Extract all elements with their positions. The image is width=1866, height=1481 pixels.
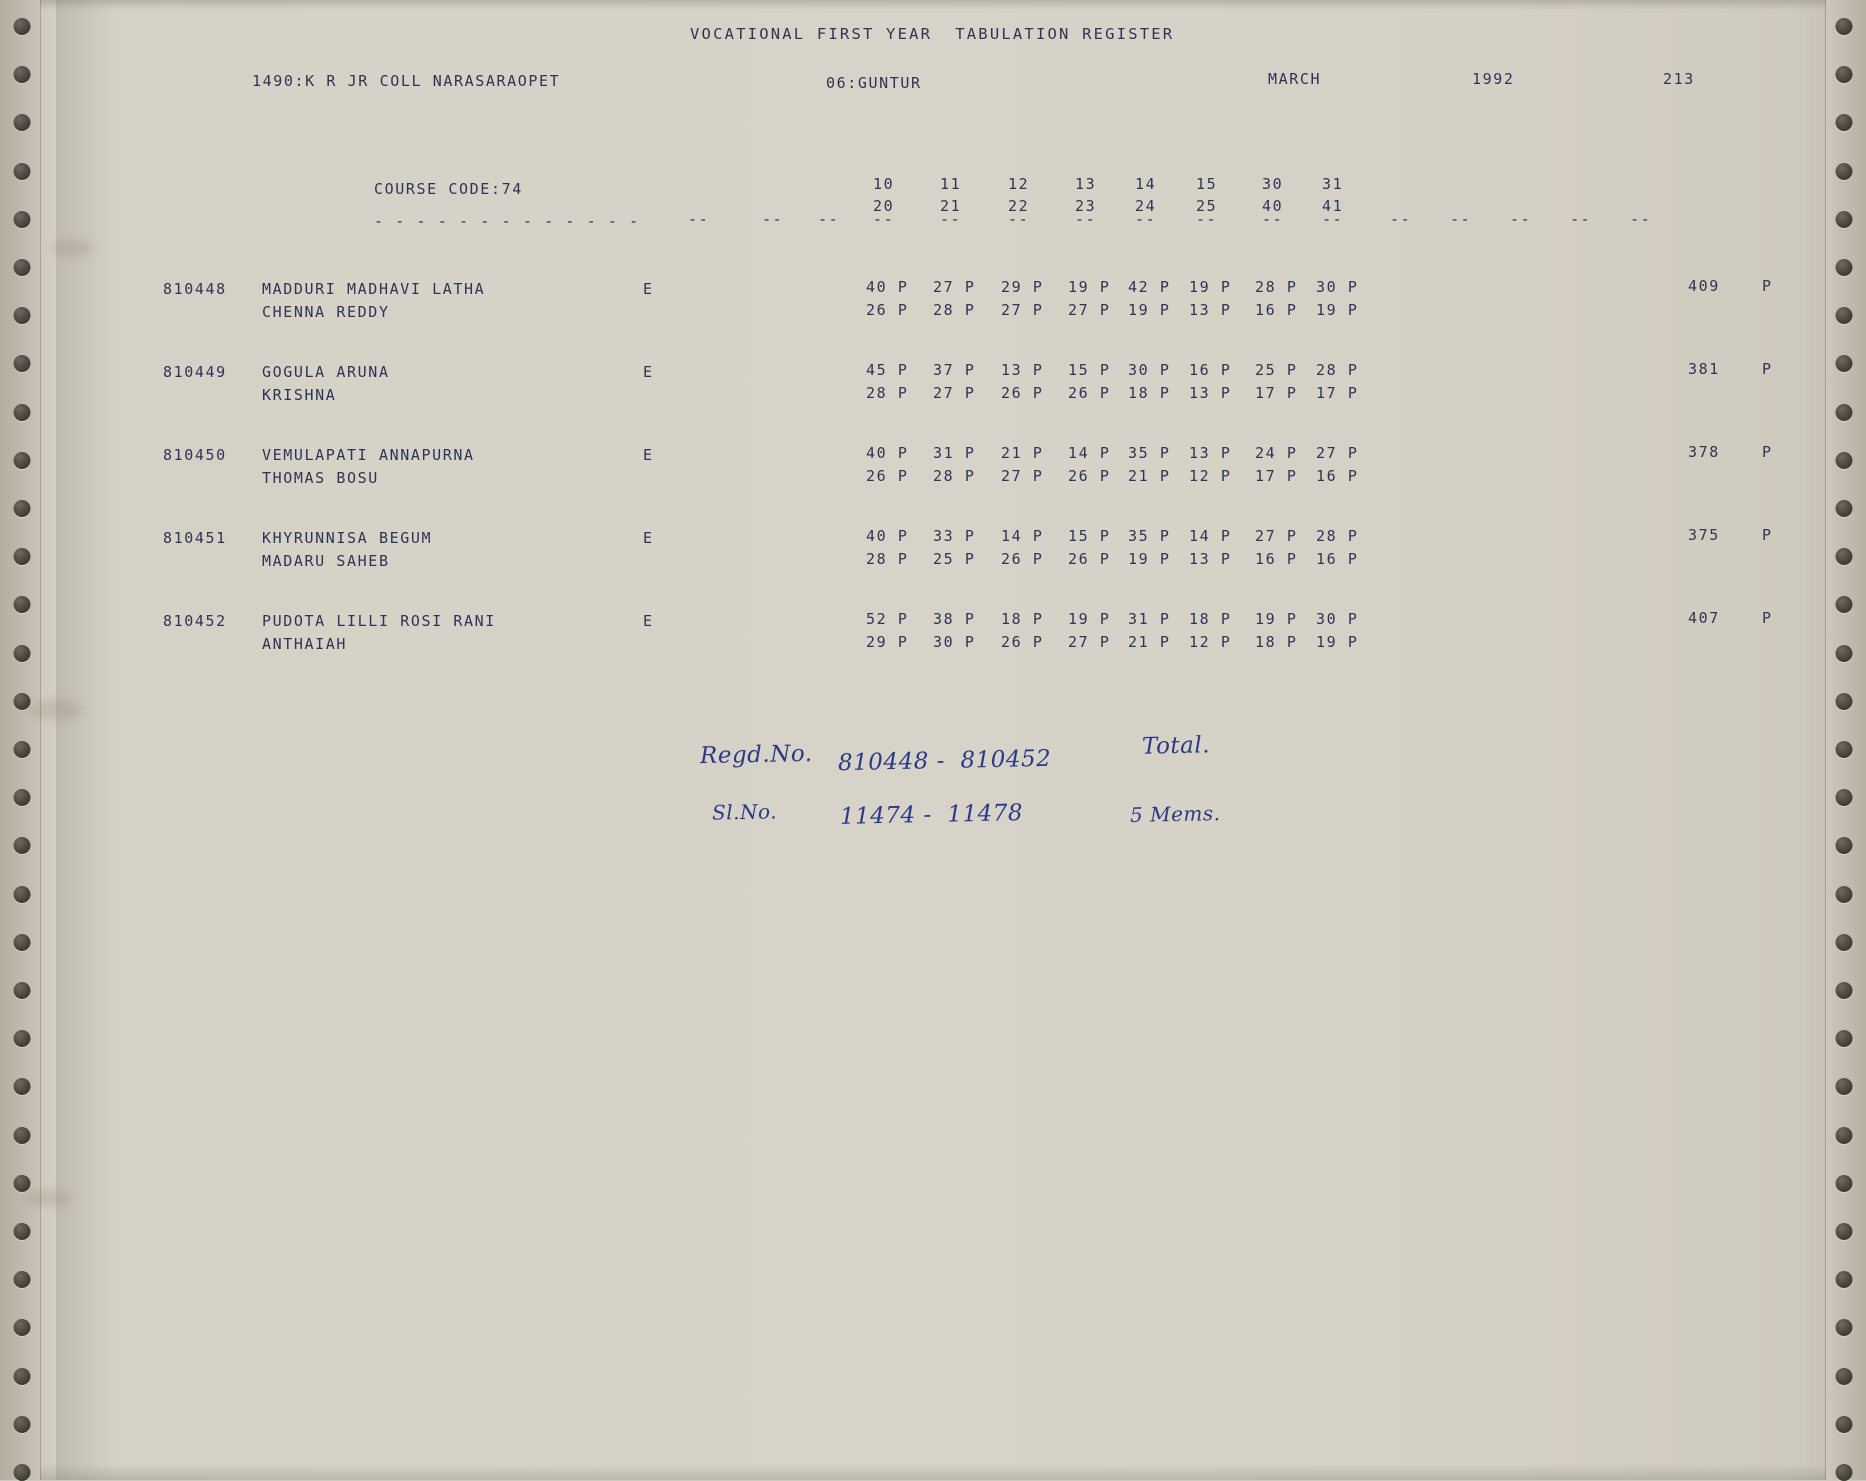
subject-mark: 38 P bbox=[933, 610, 976, 628]
feed-hole bbox=[14, 982, 31, 999]
feed-hole bbox=[1836, 645, 1853, 662]
subject-mark: 26 P bbox=[866, 301, 909, 319]
student-regno: 810449 bbox=[163, 363, 227, 381]
subject-mark: 30 P bbox=[1128, 361, 1171, 379]
subject-mark: 30 P bbox=[1316, 610, 1359, 628]
total-marks: 381 bbox=[1688, 360, 1720, 378]
result-flag: P bbox=[1762, 277, 1773, 295]
feed-hole bbox=[14, 404, 31, 421]
medium-code: E bbox=[643, 280, 654, 298]
bottom-edge-shadow bbox=[40, 1464, 1826, 1480]
subject-mark: 13 P bbox=[1189, 301, 1232, 319]
exam-month: MARCH bbox=[1268, 70, 1321, 88]
subject-mark: 27 P bbox=[1255, 527, 1298, 545]
handwritten-count-note: 5 Mems. bbox=[1130, 801, 1221, 827]
subject-mark: 25 P bbox=[933, 550, 976, 568]
subject-mark: 35 P bbox=[1128, 444, 1171, 462]
feed-hole bbox=[14, 163, 31, 180]
subject-code: 25 bbox=[1196, 197, 1217, 215]
subject-code: 30 bbox=[1262, 175, 1283, 193]
feed-hole bbox=[1836, 355, 1853, 372]
subject-mark: 16 P bbox=[1316, 550, 1359, 568]
column-dash: -- bbox=[1196, 210, 1217, 228]
perforation-line-right bbox=[1825, 0, 1826, 1480]
subject-mark: 18 P bbox=[1128, 384, 1171, 402]
total-marks: 407 bbox=[1688, 609, 1720, 627]
feed-hole bbox=[14, 1127, 31, 1144]
subject-mark: 40 P bbox=[866, 527, 909, 545]
father-name: MADARU SAHEB bbox=[262, 552, 390, 570]
result-flag: P bbox=[1762, 609, 1773, 627]
feed-hole bbox=[14, 1223, 31, 1240]
subject-mark: 27 P bbox=[1001, 301, 1044, 319]
feed-hole bbox=[14, 500, 31, 517]
student-regno: 810451 bbox=[163, 529, 227, 547]
total-marks: 378 bbox=[1688, 443, 1720, 461]
student-name: VEMULAPATI ANNAPURNA bbox=[262, 446, 475, 464]
subject-mark: 26 P bbox=[1001, 384, 1044, 402]
subject-mark: 35 P bbox=[1128, 527, 1171, 545]
feed-hole bbox=[14, 211, 31, 228]
subject-mark: 28 P bbox=[866, 550, 909, 568]
feed-hole bbox=[1836, 500, 1853, 517]
subject-mark: 42 P bbox=[1128, 278, 1171, 296]
college-name: 1490:K R JR COLL NARASARAOPET bbox=[252, 72, 560, 90]
student-name: GOGULA ARUNA bbox=[262, 363, 390, 381]
subject-mark: 31 P bbox=[933, 444, 976, 462]
feed-hole bbox=[14, 934, 31, 951]
feed-hole bbox=[14, 307, 31, 324]
subject-code: 24 bbox=[1135, 197, 1156, 215]
subject-mark: 26 P bbox=[1068, 467, 1111, 485]
feed-hole bbox=[1836, 837, 1853, 854]
subject-mark: 16 P bbox=[1189, 361, 1232, 379]
subject-code: 12 bbox=[1008, 175, 1029, 193]
course-code-underline: - - - - - - - - - - - - - bbox=[374, 212, 640, 230]
subject-mark: 37 P bbox=[933, 361, 976, 379]
subject-mark: 13 P bbox=[1001, 361, 1044, 379]
father-name: THOMAS BOSU bbox=[262, 469, 379, 487]
subject-mark: 33 P bbox=[933, 527, 976, 545]
handwritten-regno-range: 810448 - 810452 bbox=[838, 746, 1052, 776]
page-title: VOCATIONAL FIRST YEAR TABULATION REGISTER bbox=[690, 25, 1174, 43]
paper-fold-shading bbox=[56, 0, 116, 1480]
feed-hole bbox=[1836, 1223, 1853, 1240]
feed-hole bbox=[14, 1271, 31, 1288]
feed-hole bbox=[1836, 307, 1853, 324]
subject-mark: 15 P bbox=[1068, 361, 1111, 379]
exam-year: 1992 bbox=[1472, 70, 1515, 88]
feed-hole bbox=[1836, 741, 1853, 758]
paper-smudge bbox=[52, 240, 92, 256]
feed-hole bbox=[1836, 163, 1853, 180]
subject-mark: 19 P bbox=[1255, 610, 1298, 628]
subject-mark: 13 P bbox=[1189, 444, 1232, 462]
subject-mark: 30 P bbox=[933, 633, 976, 651]
subject-mark: 26 P bbox=[1068, 550, 1111, 568]
column-dash: -- bbox=[1262, 210, 1283, 228]
subject-mark: 12 P bbox=[1189, 467, 1232, 485]
feed-hole bbox=[14, 452, 31, 469]
feed-hole bbox=[14, 1030, 31, 1047]
feed-hole bbox=[14, 886, 31, 903]
column-dash: -- bbox=[1008, 210, 1029, 228]
student-regno: 810452 bbox=[163, 612, 227, 630]
feed-hole bbox=[1836, 452, 1853, 469]
handwritten-slno-label: Sl.No. bbox=[712, 799, 778, 824]
subject-mark: 52 P bbox=[866, 610, 909, 628]
subject-mark: 19 P bbox=[1316, 301, 1359, 319]
father-name: CHENNA REDDY bbox=[262, 303, 390, 321]
subject-mark: 16 P bbox=[1255, 550, 1298, 568]
column-dash: -- bbox=[1322, 210, 1343, 228]
column-dash: -- bbox=[1570, 210, 1591, 228]
subject-mark: 17 P bbox=[1255, 467, 1298, 485]
paper-smudge bbox=[24, 1190, 70, 1206]
top-edge-shadow bbox=[40, 0, 1826, 10]
feed-hole bbox=[1836, 693, 1853, 710]
subject-mark: 26 P bbox=[1001, 550, 1044, 568]
subject-mark: 26 P bbox=[866, 467, 909, 485]
subject-mark: 19 P bbox=[1068, 278, 1111, 296]
course-code-label: COURSE CODE:74 bbox=[374, 180, 523, 198]
subject-mark: 19 P bbox=[1128, 301, 1171, 319]
column-dash: -- bbox=[762, 210, 783, 228]
subject-mark: 19 P bbox=[1068, 610, 1111, 628]
subject-mark: 45 P bbox=[866, 361, 909, 379]
subject-mark: 29 P bbox=[866, 633, 909, 651]
feed-hole bbox=[14, 66, 31, 83]
subject-mark: 27 P bbox=[933, 384, 976, 402]
column-dash: -- bbox=[1630, 210, 1651, 228]
page-number: 213 bbox=[1663, 70, 1695, 88]
subject-mark: 13 P bbox=[1189, 550, 1232, 568]
subject-code: 40 bbox=[1262, 197, 1283, 215]
subject-mark: 27 P bbox=[1068, 633, 1111, 651]
subject-mark: 17 P bbox=[1316, 384, 1359, 402]
student-regno: 810448 bbox=[163, 280, 227, 298]
subject-code: 20 bbox=[873, 197, 894, 215]
feed-hole bbox=[1836, 66, 1853, 83]
subject-code: 21 bbox=[940, 197, 961, 215]
medium-code: E bbox=[643, 529, 654, 547]
subject-mark: 21 P bbox=[1001, 444, 1044, 462]
medium-code: E bbox=[643, 363, 654, 381]
feed-hole bbox=[14, 1368, 31, 1385]
subject-mark: 14 P bbox=[1189, 527, 1232, 545]
subject-mark: 27 P bbox=[933, 278, 976, 296]
subject-mark: 28 P bbox=[1316, 527, 1359, 545]
father-name: KRISHNA bbox=[262, 386, 336, 404]
subject-mark: 21 P bbox=[1128, 467, 1171, 485]
subject-mark: 14 P bbox=[1001, 527, 1044, 545]
feed-hole bbox=[1836, 1271, 1853, 1288]
subject-mark: 30 P bbox=[1316, 278, 1359, 296]
feed-hole bbox=[1836, 1127, 1853, 1144]
subject-mark: 12 P bbox=[1189, 633, 1232, 651]
feed-hole bbox=[1836, 211, 1853, 228]
subject-code: 31 bbox=[1322, 175, 1343, 193]
tractor-feed-strip-left bbox=[0, 0, 40, 1480]
father-name: ANTHAIAH bbox=[262, 635, 347, 653]
subject-mark: 40 P bbox=[866, 278, 909, 296]
feed-hole bbox=[14, 693, 31, 710]
feed-hole bbox=[1836, 1078, 1853, 1095]
feed-hole bbox=[1836, 404, 1853, 421]
subject-mark: 26 P bbox=[1068, 384, 1111, 402]
subject-mark: 19 P bbox=[1189, 278, 1232, 296]
subject-mark: 29 P bbox=[1001, 278, 1044, 296]
subject-mark: 25 P bbox=[1255, 361, 1298, 379]
column-dash: -- bbox=[688, 210, 709, 228]
feed-hole bbox=[1836, 1319, 1853, 1336]
result-flag: P bbox=[1762, 443, 1773, 461]
subject-mark: 19 P bbox=[1316, 633, 1359, 651]
column-dash: -- bbox=[1390, 210, 1411, 228]
subject-code: 23 bbox=[1075, 197, 1096, 215]
feed-hole bbox=[1836, 1416, 1853, 1433]
handwritten-slno-range: 11474 - 11478 bbox=[840, 800, 1024, 830]
column-dash: -- bbox=[1075, 210, 1096, 228]
paper-smudge bbox=[30, 700, 82, 720]
subject-mark: 18 P bbox=[1255, 633, 1298, 651]
subject-mark: 16 P bbox=[1255, 301, 1298, 319]
subject-mark: 28 P bbox=[933, 467, 976, 485]
feed-hole bbox=[14, 1078, 31, 1095]
handwritten-total-label: Total. bbox=[1142, 732, 1211, 759]
subject-mark: 14 P bbox=[1068, 444, 1111, 462]
feed-hole bbox=[1836, 1030, 1853, 1047]
subject-code: 14 bbox=[1135, 175, 1156, 193]
column-dash: -- bbox=[940, 210, 961, 228]
subject-mark: 28 P bbox=[866, 384, 909, 402]
subject-mark: 31 P bbox=[1128, 610, 1171, 628]
feed-hole bbox=[14, 837, 31, 854]
student-regno: 810450 bbox=[163, 446, 227, 464]
subject-mark: 18 P bbox=[1189, 610, 1232, 628]
feed-hole bbox=[1836, 18, 1853, 35]
subject-mark: 19 P bbox=[1128, 550, 1171, 568]
column-dash: -- bbox=[873, 210, 894, 228]
feed-hole bbox=[14, 259, 31, 276]
feed-hole bbox=[14, 789, 31, 806]
subject-mark: 15 P bbox=[1068, 527, 1111, 545]
feed-hole bbox=[14, 1175, 31, 1192]
feed-hole bbox=[1836, 982, 1853, 999]
medium-code: E bbox=[643, 612, 654, 630]
feed-hole bbox=[14, 1464, 31, 1481]
subject-mark: 13 P bbox=[1189, 384, 1232, 402]
feed-hole bbox=[14, 741, 31, 758]
feed-hole bbox=[14, 114, 31, 131]
subject-mark: 27 P bbox=[1068, 301, 1111, 319]
subject-mark: 24 P bbox=[1255, 444, 1298, 462]
subject-mark: 28 P bbox=[933, 301, 976, 319]
subject-code: 11 bbox=[940, 175, 961, 193]
feed-hole bbox=[14, 645, 31, 662]
feed-hole bbox=[1836, 1368, 1853, 1385]
subject-mark: 17 P bbox=[1255, 384, 1298, 402]
subject-mark: 18 P bbox=[1001, 610, 1044, 628]
subject-code: 22 bbox=[1008, 197, 1029, 215]
feed-hole bbox=[14, 1416, 31, 1433]
student-name: PUDOTA LILLI ROSI RANI bbox=[262, 612, 496, 630]
feed-hole bbox=[1836, 789, 1853, 806]
total-marks: 375 bbox=[1688, 526, 1720, 544]
subject-code: 41 bbox=[1322, 197, 1343, 215]
perforation-line-left bbox=[40, 0, 41, 1480]
subject-mark: 40 P bbox=[866, 444, 909, 462]
feed-hole bbox=[1836, 886, 1853, 903]
subject-mark: 27 P bbox=[1001, 467, 1044, 485]
column-dash: -- bbox=[1510, 210, 1531, 228]
subject-mark: 28 P bbox=[1316, 361, 1359, 379]
result-flag: P bbox=[1762, 360, 1773, 378]
feed-hole bbox=[1836, 1464, 1853, 1481]
column-dash: -- bbox=[818, 210, 839, 228]
student-name: MADDURI MADHAVI LATHA bbox=[262, 280, 485, 298]
medium-code: E bbox=[643, 446, 654, 464]
handwritten-regno-label: Regd.No. bbox=[700, 741, 813, 769]
feed-hole bbox=[1836, 596, 1853, 613]
subject-code: 15 bbox=[1196, 175, 1217, 193]
district-name: 06:GUNTUR bbox=[826, 74, 922, 92]
feed-hole bbox=[14, 548, 31, 565]
subject-mark: 28 P bbox=[1255, 278, 1298, 296]
feed-hole bbox=[14, 355, 31, 372]
feed-hole bbox=[1836, 548, 1853, 565]
result-flag: P bbox=[1762, 526, 1773, 544]
total-marks: 409 bbox=[1688, 277, 1720, 295]
subject-mark: 26 P bbox=[1001, 633, 1044, 651]
subject-code: 13 bbox=[1075, 175, 1096, 193]
feed-hole bbox=[14, 18, 31, 35]
subject-code: 10 bbox=[873, 175, 894, 193]
student-name: KHYRUNNISA BEGUM bbox=[262, 529, 432, 547]
feed-hole bbox=[14, 596, 31, 613]
subject-mark: 21 P bbox=[1128, 633, 1171, 651]
feed-hole bbox=[1836, 259, 1853, 276]
feed-hole bbox=[1836, 114, 1853, 131]
feed-hole bbox=[1836, 934, 1853, 951]
feed-hole bbox=[1836, 1175, 1853, 1192]
feed-hole bbox=[14, 1319, 31, 1336]
column-dash: -- bbox=[1135, 210, 1156, 228]
subject-mark: 16 P bbox=[1316, 467, 1359, 485]
subject-mark: 27 P bbox=[1316, 444, 1359, 462]
tractor-feed-strip-right bbox=[1826, 0, 1866, 1480]
column-dash: -- bbox=[1450, 210, 1471, 228]
